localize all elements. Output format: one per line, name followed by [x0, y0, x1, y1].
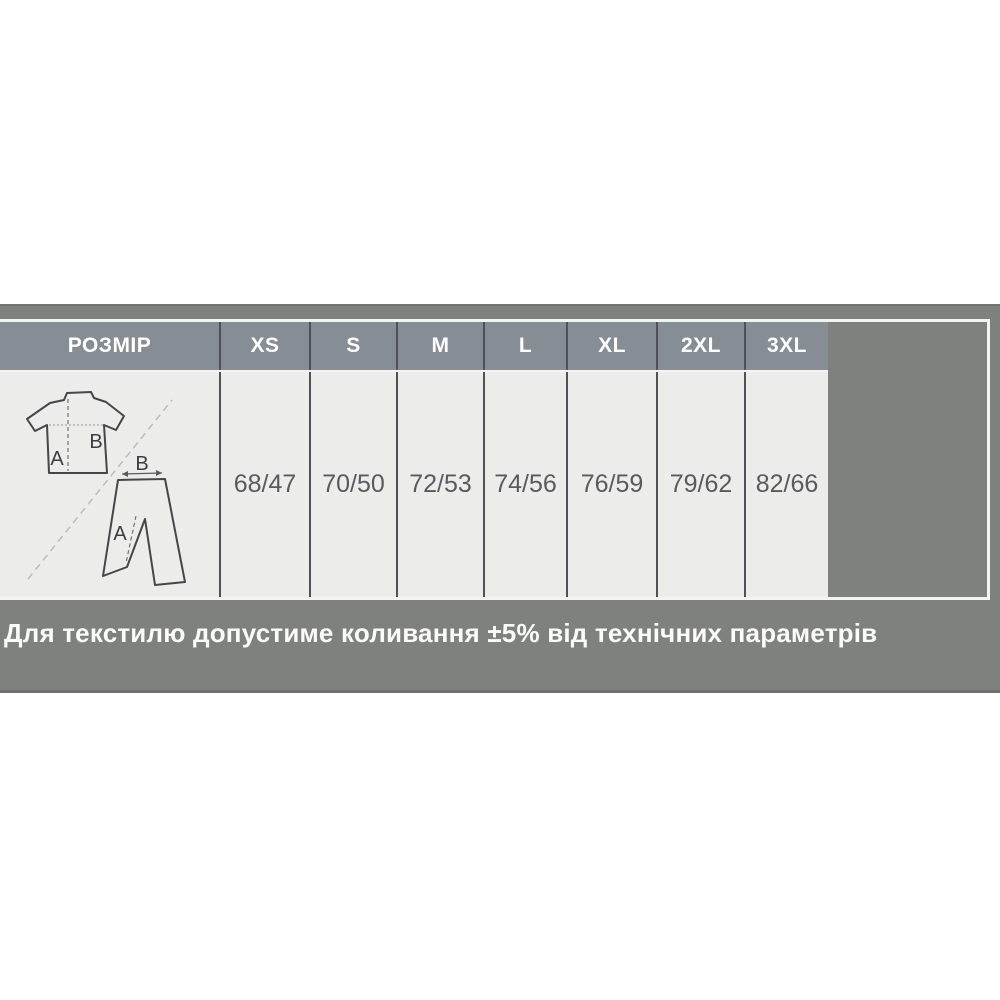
header-cell-3xl: 3XL: [744, 322, 828, 370]
header-cell-xl: XL: [566, 322, 656, 370]
size-value-xl: 76/59: [566, 372, 656, 597]
size-value-2xl: 79/62: [656, 372, 744, 597]
size-table: [0, 322, 828, 597]
pants-length-label: A: [113, 523, 127, 545]
size-value-m: 72/53: [396, 372, 483, 597]
shirt-width-label: B: [89, 431, 103, 453]
header-cell-l: L: [483, 322, 566, 370]
arrowhead-right: [156, 470, 162, 476]
size-table-header-row: [0, 322, 828, 370]
tolerance-note: Для текстилю допустиме коливання ±5% від технічних параметрів: [4, 618, 878, 648]
header-cell-2xl: 2XL: [656, 322, 744, 370]
size-value-s: 70/50: [309, 372, 396, 597]
garment-measurement-diagram: [0, 372, 219, 597]
pants-width-label: B: [135, 453, 149, 475]
header-cell-s: S: [309, 322, 396, 370]
size-chart-panel: [0, 304, 1000, 693]
shirt-length-label: A: [50, 448, 64, 470]
header-cell-xs: XS: [219, 322, 309, 370]
size-chart-frame: [0, 319, 990, 600]
header-cell-m: M: [396, 322, 483, 370]
header-cell-size: РОЗМІР: [0, 322, 219, 370]
size-value-3xl: 82/66: [744, 372, 828, 597]
arrowhead-left: [122, 471, 128, 477]
shirt-outline: [27, 392, 124, 473]
garment-diagram-cell: [0, 372, 219, 597]
size-value-xs: 68/47: [219, 372, 309, 597]
size-value-l: 74/56: [483, 372, 566, 597]
size-table-body-row: [0, 370, 828, 597]
